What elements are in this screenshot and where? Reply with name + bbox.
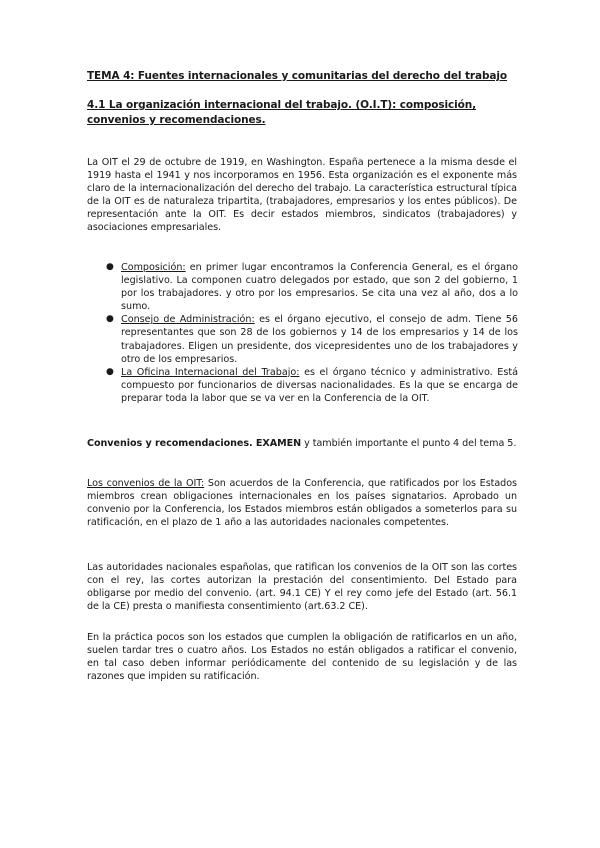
list-item-text: es el órgano técnico y administrativo. Está compuesto por funcionarios de diversas nacionalidades. Es la que se encarga de preparar toda la labor que se va ver en la Conferencia de la OIT. [121,366,518,404]
convenios-term: Los convenios de la OIT: [87,478,205,489]
section-heading: 4.1 La organización internacional del trabajo. (O.I.T): composición, convenios y recomendaciones. [87,99,477,126]
list-item [106,313,518,365]
intro-paragraph: La OIT el 29 de octubre de 1919, en Washington. España pertenece a la misma desde el 1919 hasta el 1941 y nos incorporamos en 1956. Esta organización es el exponente más claro de la internacionalización del derecho del trabajo. La característica estructural típica de la OIT es de naturaleza tripartita, (trabajadores, empresarios y los entes públicos). De representación ante la OIT. Es decir estados miembros, sindicatos (trabajadores) y asociaciones empresariales. [87,157,517,234]
convenios-heading-bold: Convenios y recomendaciones. EXAMEN [87,438,302,449]
list-item-text: es el órgano ejecutivo, el consejo de adm. Tiene 56 representantes que son 28 de los gobiernos y 14 de los empresarios y 14 de los trabajadores. Eligen un presidente, dos vicepresidentes uno de los trabajadores y otro de los empresarios. [121,314,518,365]
list-item [106,261,518,313]
convenios-heading [87,437,517,450]
list-item-term: Composición: [121,262,186,273]
bullet-icon: ● [106,314,114,325]
bullet-icon: ● [106,366,114,377]
practica-paragraph: En la práctica pocos son los estados que cumplen la obligación de ratificarlos en un año, suelen tardar tres o cuatro años. Los Estados no están obligados a ratificar el convenio, en tal caso deben informar periódicamente del contenido de su legislación y de las razones que impiden su ratificación. [87,632,517,683]
convenios-heading-rest: y también importante el punto 4 del tema 5. [301,438,517,449]
bullet-icon: ● [106,262,114,272]
list-item-term: Consejo de Administración: [121,314,255,326]
convenios-definition [87,477,517,529]
list-item [106,366,518,405]
list-item-text: en primer lugar encontramos la Conferencia General, es el órgano legislativo. La componen cuatro delegados por estado, que son 2 del gobierno, 1 por los trabajadores. y otro por los empresarios. Se cita una vez al año, dos a lo sumo. [121,262,518,313]
autoridades-paragraph: Las autoridades nacionales españolas, que ratifican los convenios de la OIT son las cortes con el rey, las cortes autorizan la prestación del consentimiento. Del Estado para obligarse por medio del convenio. (art. 94.1 CE) Y el rey como jefe del Estado (art. 56.1 de la CE) presta o manifiesta consentimiento (art.63.2 CE). [87,562,517,613]
convenios-text: Son acuerdos de la Conferencia, que ratificados por los Estados miembros crean obligaciones internacionales en los países signatarios. Aprobado un convenio por la Conferencia, los Estados miembros están obligados a someterlos para su ratificación, en el plazo de 1 año a las autoridades nacionales competentes. [87,478,517,529]
composition-list [106,261,518,405]
list-item-term: La Oficina Internacional del Trabajo: [121,366,300,378]
page-title: TEMA 4: Fuentes internacionales y comunitarias del derecho del trabajo [87,70,507,82]
